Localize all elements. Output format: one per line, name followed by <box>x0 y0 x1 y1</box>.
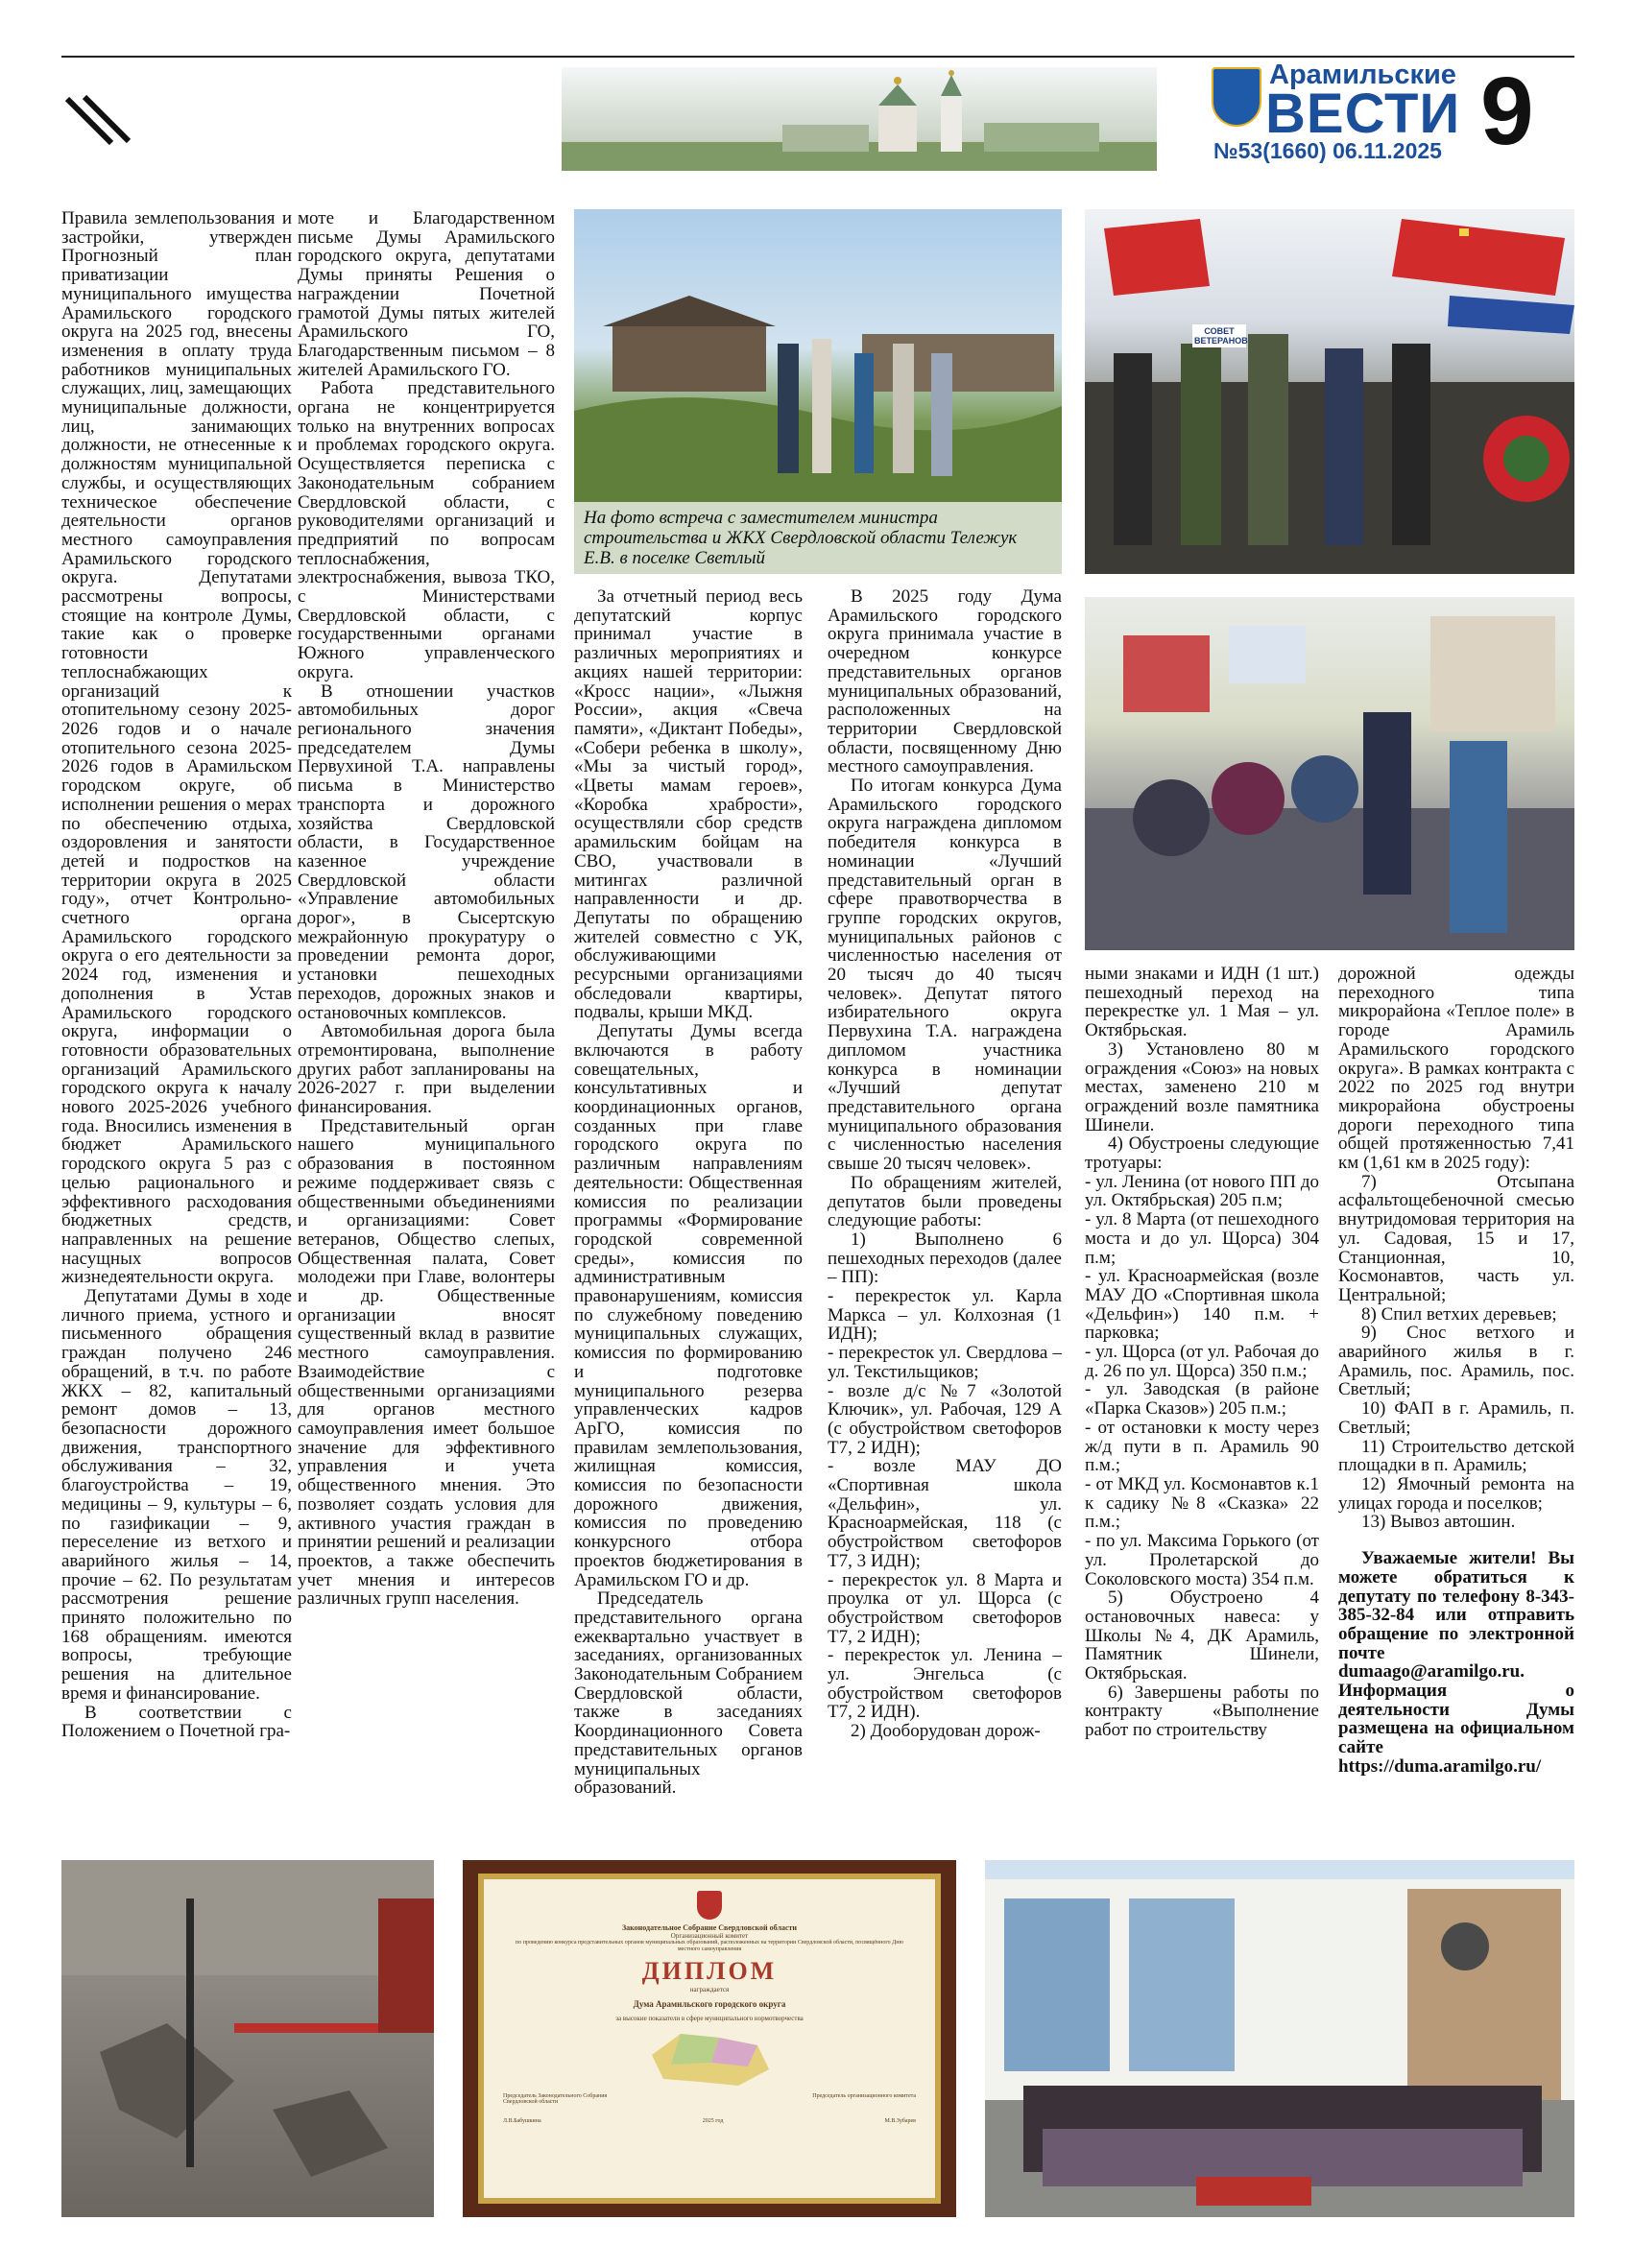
photo-group <box>985 1860 1574 2217</box>
page-number: 9 <box>1480 58 1534 165</box>
paragraph: В соответствии с Положением о Почетной гра- <box>61 1702 292 1742</box>
diploma-recipient: Дума Арамильского городского округа <box>633 1999 786 2009</box>
diploma-name-right: М.В.Зубарев <box>884 2118 916 2124</box>
list-item: - ул. Красноармейская (возле МАУ ДО «Спортивная школа «Дельфин») 140 п.м. + парковка; <box>1085 1266 1319 1344</box>
diploma-map-icon <box>642 2026 777 2093</box>
diploma-year: 2025 год <box>702 2118 724 2124</box>
list-item: - возле д/с №7 «Золотой Ключик», ул. Рабочая, 129 А (с обустройством светофоров Т7, 2 ИДН); <box>828 1380 1062 1458</box>
list-item: - ул. Заводская (в районе «Парка Сказов») 205 п.м.; <box>1085 1379 1319 1420</box>
paragraph: 12) Ямочный ремонта на улицах города и поселков; <box>1338 1473 1574 1514</box>
diploma-name-left: Л.В.Бабушкина <box>503 2118 541 2124</box>
text-column-4 <box>828 587 1062 1845</box>
paragraph: 8) Спил ветхих деревьев; <box>1361 1303 1557 1325</box>
text-column-3 <box>574 587 803 1845</box>
paragraph: 13) Вывоз автошин. <box>1361 1512 1516 1533</box>
photo-road-damage <box>61 1860 434 2217</box>
list-item: - от МКД ул. Космонавтов к.1 к садику №8 «Сказка» 22 п.м.; <box>1085 1473 1319 1533</box>
list-item: - перекресток ул. Свердлова – ул. Текстильщиков; <box>828 1343 1062 1382</box>
issue-number: №53(1660) 06.11.2025 <box>1213 138 1442 163</box>
diploma-committee: Организационный комитет <box>670 1932 749 1940</box>
photo-parade <box>1085 209 1574 574</box>
paragraph: 9) Снос ветхого и аварийного жилья в г. Арамиль, пос. Арамиль, пос. Светлый; <box>1338 1323 1574 1400</box>
text-column-5 <box>1085 965 1319 1848</box>
paragraph: 11) Строительство детской площадки в п. Арамиль; <box>1338 1436 1574 1476</box>
paragraph: Автомобильная дорога была отремонтирована, выполнение других работ запланированы на 2026-2027 г. при выделении финансирования. <box>298 1021 555 1118</box>
paragraph: 1) Выполнено 6 пешеходных переходов (далее – ПП): <box>828 1229 1062 1288</box>
text-column-1 <box>61 209 292 1846</box>
paragraph: Депутаты Думы всегда включаются в работу совещательных, консультативных и координационных органов, созданных при главе городского округа по различным направлениям деятельности: Общественная комиссия по реализации программы «Формирование городской современной среды», комиссия по административным правонарушениям, комиссия по служебному поведению муниципальных служащих, комиссия по формированию и подготовке муниципального резерва управленческих кадров АрГО, комиссия по правилам землепользования, жилищная комиссия, комиссия по безопасности дорожного движения, комиссия по проведению конкурсного отбора проектов бюджетирования в Арамильском ГО и др. <box>574 1021 803 1590</box>
diploma-sheet <box>478 1874 941 2204</box>
paragraph: 7) Отсыпана асфальтощебеночной смесью внутридомовая территория на ул. Садовая, 15 и 17, Станционная, 10, Космонавтов, часть ул. Центральной; <box>1338 1171 1574 1305</box>
list-item: - ул. 8 Марта (от пешеходного моста и до ул. Щорса) 304 п.м; <box>1085 1209 1319 1268</box>
paragraph: ными знаками и ИДН (1 шт.) пешеходный переход на перекрестке ул. 1 Мая – ул. Октябрьская. <box>1085 964 1319 1041</box>
list-item: - перекресток ул. Карла Маркса – ул. Колхозная (1 ИДН); <box>828 1286 1062 1345</box>
list-item: - от остановки к мосту через ж/д пути в п. Арамиль 90 п.м.; <box>1085 1417 1319 1476</box>
diploma-names <box>484 2118 935 2124</box>
paragraph: За отчетный период весь депутатский корпус принимал участие в различных мероприятиях и акциях нашей территории: «Кросс нации», «Лыжня России», акция «Свеча памяти», «Диктант Победы», «Собери ребенка в школу», «Мы за чистый город», «Цветы мамам героев», «Коробка храбрости», осуществляли сбор средств арамильским бойцам на СВО, участвовали в митингах различной направленности и др. Депутаты по обращению жителей совместно с УК, обслуживающими ресурсными организациями обследовали квартиры, подвалы, крыши МКД. <box>574 586 803 1023</box>
paragraph: моте и Благодарственном письме Думы Арамильского городского округа, депутатами Думы приняты Решения о награждении Почетной грамотой Думы пятых жителей Арамильского ГО, Благодарственным письмом – 8 жителей Арамильского ГО. <box>298 208 555 380</box>
logo-city: Арамильские <box>1269 60 1456 90</box>
paragraph: дорожной одежды переходного типа микрорайона «Теплое поле» в городе Арамиль Арамильского городского округа». В рамках контракта с 2022 по 2025 год внутри микрорайона обустроены дороги переходного типа общей протяженностью 7,41 км (1,61 км в 2025 году): <box>1338 964 1574 1174</box>
header-rule <box>61 56 1574 58</box>
paragraph: 3) Установлено 80 м ограждения «Союз» на новых местах, заменено 210 м ограждений возле памятника Шинели. <box>1085 1039 1319 1135</box>
text-column-2 <box>298 209 555 1846</box>
paragraph: По итогам конкурса Дума Арамильского городского округа награждена дипломом победителя конкурса в номинации «Лучший представительный орган в сфере правотворчества в группе городских округов, муниципальных районов с численностью населения от 20 тысяч до 40 тысяч человек». Депутат пятого избирательного округа Первухина Т.А. награждена дипломом участника конкурса в номинации «Лучший депутат представительного органа муниципального образования с численностью населения свыше 20 тысяч человек». <box>828 776 1062 1175</box>
paragraph: Председатель представительного органа ежеквартально участвует в заседаниях, организованных Законодательным Собранием Свердловской области, также в заседаниях Координационного Совета представительных органов муниципальных образований. <box>574 1588 803 1799</box>
paragraph: Депутатами Думы в ходе личного приема, устного и письменного обращения граждан получено 246 обращений, в т.ч. по работе ЖКХ – 82, капитальный ремонт домов – 13, безопасности дорожного движения, транспортного обслуживания – 32, благоустройства – 19, медицины – 9, культуры – 6, по газификации – 9, переселение из ветхого и аварийного жилья – 14, прочие – 62. По результатам рассмотрения решение принято положительно по 168 обращениям. имеются вопросы, требующие решения на длительное время и финансирование. <box>61 1286 292 1704</box>
paragraph: Работа представительного органа не концентрируется только на внутренних вопросах и проблемах городского округа. Осуществляется переписка с Законодательным собранием Свердловской области, с руководителями организаций и предприятий по вопросам теплоснабжения, электроснабжения, вывоза ТКО, с Министерствами Свердловской области, с государственными органами Южного управленческого округа. <box>298 378 555 682</box>
paragraph: 5) Обустроено 4 остановочных навеса: у Школы №4, ДК Арамиль, Памятник Шинели, Октябрьская. <box>1085 1588 1319 1684</box>
photo-meeting <box>574 209 1062 574</box>
diploma-description: по проведению конкурса представительных органов муниципальных образований, расположенных на территории Свердловской области, посвящённого Дню местного самоуправления <box>516 1940 903 1952</box>
diploma-signer-left: Председатель Законодательного Собрания Свердловской области <box>503 2093 608 2105</box>
diploma-title: ДИПЛОМ <box>641 1957 778 1985</box>
paragraph: По обращениям жителей, депутатов были проведены следующие работы: <box>828 1172 1062 1231</box>
list-item: - ул. Щорса (от ул. Рабочая до д. 26 по ул. Щорса) 350 п.м.; <box>1085 1342 1319 1381</box>
paragraph: 6) Завершены работы по контракту «Выполнение работ по строительству <box>1085 1682 1319 1741</box>
paragraph: В 2025 году Дума Арамильского городского округа принимала участие в очередном конкурсе представительных органов муниципальных образований, расположенных на территории Свердловской области, посвященному Дню местного самоуправления. <box>828 586 1062 777</box>
paragraph: 4) Обустроены следующие тротуары: <box>1085 1134 1319 1174</box>
diploma-issuer: Законодательное Собрание Свердловской области <box>621 1923 798 1932</box>
list-item: - по ул. Максима Горького (от ул. Пролетарской до Соколовского моста) 354 п.м. <box>1085 1531 1319 1589</box>
photo-veterans-meeting <box>1085 597 1574 950</box>
list-item: - ул. Ленина (от нового ПП до ул. Октябрьская) 205 п.м; <box>1085 1171 1319 1211</box>
diploma-merit: за высокие показатели в сфере муниципального нормотворчества <box>615 2015 804 2022</box>
list-item: - перекресток ул. 8 Марта и проулка от ул. Щорса (с обустройством светофоров Т7, 2 ИДН); <box>828 1569 1062 1647</box>
diploma-signatures <box>484 2093 935 2105</box>
veterans-sign: СОВЕТ ВЕТЕРАНОВ <box>1194 326 1248 346</box>
coat-of-arms-icon <box>1212 67 1261 127</box>
contact-notice: Уважаемые жители! Вы можете обратиться к депутату по телефону 8-343-385-32-84 или отправить обращение по электронной почте dumaago@aramilgo.ru. Информация о деятельности Думы размещена на официальном сайте https://duma.aramilgo.ru/ <box>1338 1548 1574 1777</box>
diploma-signer-right: Председатель организационного комитета <box>812 2093 916 2099</box>
diploma-award: награждается <box>689 1986 730 1993</box>
photo-diploma <box>463 1860 956 2217</box>
list-item: - возле МАУ ДО «Спортивная школа «Дельфин», ул. Красноармейская, 118 (с обустройством светофоров Т7, 3 ИДН); <box>828 1456 1062 1571</box>
header-banner-image <box>562 67 1157 171</box>
section-slash-icon <box>61 91 131 149</box>
diploma-emblem-icon <box>697 1891 722 1920</box>
text-column-6 <box>1338 965 1574 1848</box>
paragraph: Правила землепользования и застройки, утвержден Прогнозный план приватизации муниципального имущества Арамильского городского округа на 2025 год, внесены изменения в оплату труда работников муниципальных служащих, лиц, замещающих муниципальные должности, лиц, занимающих должности, не отнесенные к должностям муниципальной службы, и осуществляющих техническое обеспечение деятельности органов местного самоуправления Арамильского городского округа. Депутатами рассмотрены вопросы, стоящие на контроле Думы, такие как о проверке готовности теплоснабжающих организаций к отопительному сезону 2025-2026 годов и о начале отопительного сезона 2025-2026 годов в Арамильском городском округе, об исполнении решения о мерах по обеспечению отдыха, оздоровления и занятости детей и подростков на территории округа в 2025 году», отчет Контрольно-счетного органа Арамильского городского округа о его деятельности за 2024 год, изменения и дополнения в Устав Арамильского городского округа, информации о готовности образовательных организаций Арамильского городского округа к началу нового 2025-2026 учебного года. Вносились изменения в бюджет Арамильского городского округа 5 раз с целью рационального и эффективного расходования бюджетных средств, направленных на решение насущных вопросов жизнедеятельности округа. <box>61 208 292 1288</box>
paragraph: Представительный орган нашего муниципального образования в постоянном режиме поддерживает связь с общественными объединениями и организациями: Совет ветеранов, Общество слепых, Общественная палата, Совет молодежи при Главе, волонтеры и др. Общественные организации вносят существенный вклад в развитие местного самоуправления. Взаимодействие с общественными организациями для органов местного самоуправления имеет большое значение для эффективного управления и учета общественного мнения. Это позволяет создать условия для активного участия граждан в принятии решений и реализации проектов, а также обеспечить учет мнения и интересов различных групп населения. <box>298 1115 555 1610</box>
paragraph: 2) Дооборудован дорож- <box>851 1721 1041 1742</box>
photo-caption: На фото встреча с заместителем министра строительства и ЖКХ Свердловской области Тележук Е.В. в поселке Светлый <box>574 502 1062 574</box>
paragraph: 10) ФАП в г. Арамиль, п. Светлый; <box>1338 1398 1574 1438</box>
list-item: - перекресток ул. Ленина – ул. Энгельса (с обустройством светофоров Т7, 2 ИДН). <box>828 1645 1062 1723</box>
paragraph: В отношении участков автомобильных дорог регионального значения председателем Думы Первухиной Т.А. направлены письма в Министерство транспорта и дорожного хозяйства Свердловской области, в Государственное казенное учреждение Свердловской области «Управление автомобильных дорог», в Сысертскую межрайонную прокуратуру о проведении ремонта дорог, установки пешеходных переходов, дорожных знаков и остановочных комплексов. <box>298 680 555 1023</box>
logo-title: ВЕСТИ <box>1265 83 1461 145</box>
